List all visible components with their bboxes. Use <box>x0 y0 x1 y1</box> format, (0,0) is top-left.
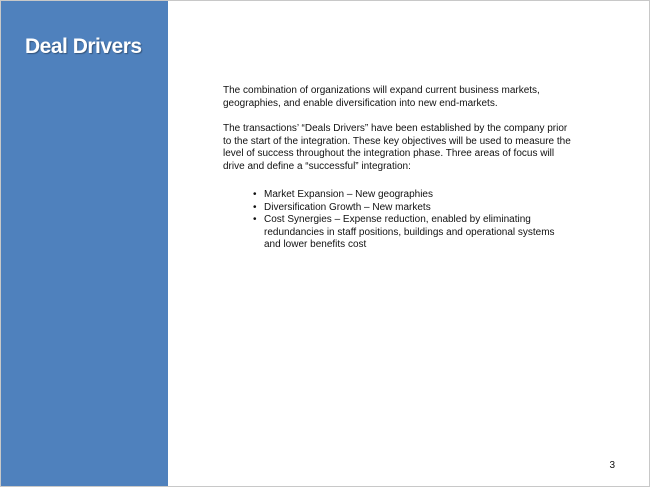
paragraph-line: level of success throughout the integration phase. Three areas of focus will <box>223 148 555 159</box>
bullet-icon: • <box>253 189 257 200</box>
bullet-icon: • <box>253 201 257 213</box>
list-item-cost-synergies <box>253 214 583 252</box>
paragraph-line: The transactions’ “Deals Drivers” have been established by the company prior <box>223 123 568 134</box>
list-item-text: and lower benefits cost <box>264 239 367 250</box>
slide-body <box>223 85 583 252</box>
deal-drivers-paragraph <box>223 123 583 173</box>
list-item-diversification-growth <box>253 202 583 215</box>
focus-areas-list <box>253 189 583 252</box>
paragraph-line: drive and define a “successful” integration: <box>223 160 411 172</box>
paragraph-line: geographies, and enable diversification into new end-markets. <box>223 97 498 109</box>
sidebar-panel <box>1 1 168 486</box>
bullet-icon: • <box>253 214 257 225</box>
list-item-text: redundancies in staff positions, buildings and operational systems <box>264 226 555 238</box>
intro-paragraph <box>223 85 583 110</box>
list-item-market-expansion <box>253 189 583 202</box>
page-number: 3 <box>609 460 615 471</box>
list-item-text: Cost Synergies – Expense reduction, enabled by eliminating <box>264 214 531 225</box>
list-item-text: Market Expansion – New geographies <box>264 189 433 200</box>
paragraph-line: to the start of the integration. These key objectives will be used to measure the <box>223 135 571 147</box>
slide-title: Deal Drivers <box>25 35 142 58</box>
paragraph-line: The combination of organizations will expand current business markets, <box>223 85 540 96</box>
list-item-text: Diversification Growth – New markets <box>264 201 431 213</box>
